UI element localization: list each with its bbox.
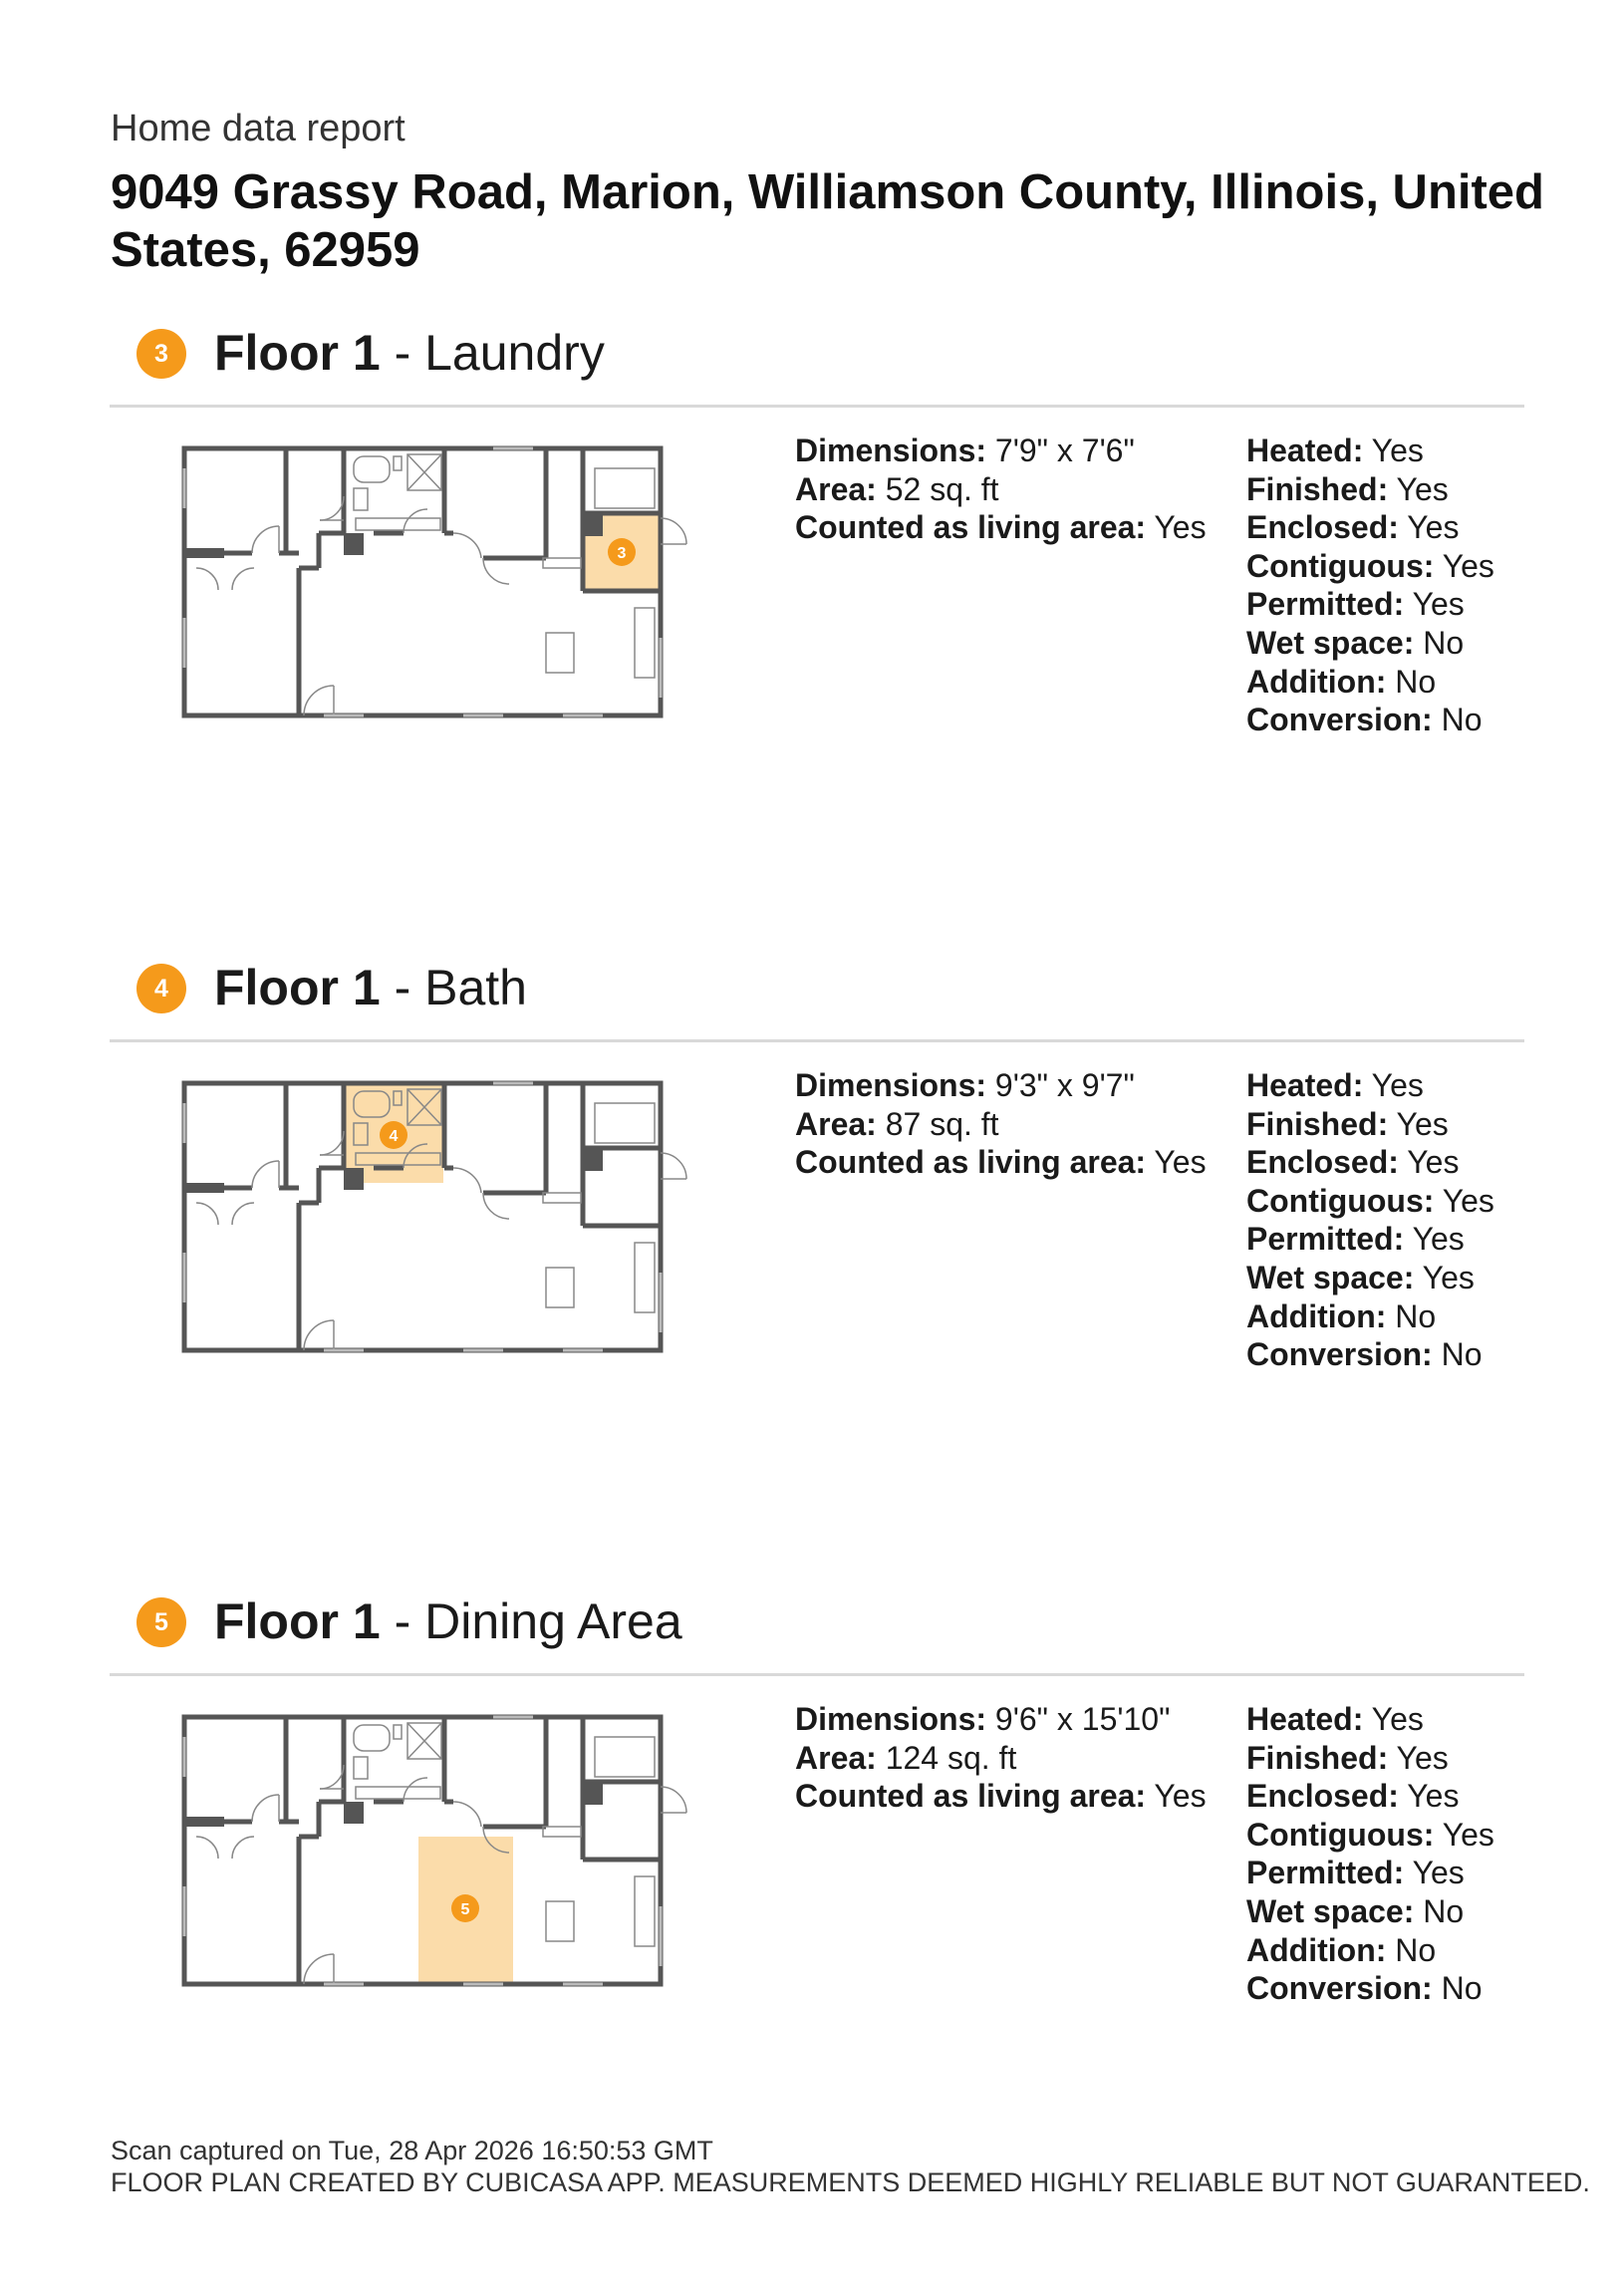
plan-marker-label: 5 — [460, 1901, 470, 1918]
living-area-row: Counted as living area: Yes — [795, 1144, 1207, 1181]
dimensions-row: Dimensions: 9'3" x 9'7" — [795, 1067, 1135, 1103]
heading-separator: - — [380, 960, 425, 1015]
room-section-dining-area — [0, 1593, 1623, 2215]
heading-separator: - — [380, 1593, 425, 1649]
room-number-badge: 3 — [136, 329, 186, 379]
room-details — [795, 1700, 1207, 1816]
finished-row: Finished: Yes — [1246, 1739, 1449, 1776]
enclosed-row: Enclosed: Yes — [1246, 1144, 1460, 1181]
room-attributes — [1246, 1066, 1494, 1374]
room-name: Laundry — [424, 325, 605, 381]
contiguous-row: Contiguous: Yes — [1246, 1182, 1494, 1219]
permitted-row: Permitted: Yes — [1246, 1855, 1465, 1891]
conversion-row: Conversion: No — [1246, 1336, 1483, 1373]
room-number-badge: 4 — [136, 964, 186, 1013]
area-row: Area: 124 sq. ft — [795, 1739, 1017, 1776]
section-divider — [110, 405, 1524, 408]
finished-row: Finished: Yes — [1246, 470, 1449, 507]
room-heading — [214, 1591, 682, 1651]
section-divider — [110, 1673, 1524, 1676]
conversion-row: Conversion: No — [1246, 1970, 1483, 2007]
section-divider — [110, 1039, 1524, 1042]
room-attributes — [1246, 431, 1494, 739]
dimensions-row: Dimensions: 9'6" x 15'10" — [795, 1701, 1171, 1737]
enclosed-row: Enclosed: Yes — [1246, 509, 1460, 546]
heated-row: Heated: Yes — [1246, 432, 1424, 468]
dimensions-row: Dimensions: 7'9" x 7'6" — [795, 432, 1135, 468]
room-heading — [214, 958, 527, 1017]
contiguous-row: Contiguous: Yes — [1246, 547, 1494, 584]
plan-marker-label: 3 — [617, 545, 627, 562]
room-name: Bath — [424, 960, 527, 1015]
room-number-badge: 5 — [136, 1597, 186, 1647]
room-details — [795, 431, 1207, 547]
plan-marker-label: 4 — [389, 1128, 399, 1145]
wet-space-row: Wet space: No — [1246, 624, 1465, 661]
floor-label: Floor 1 — [214, 325, 381, 381]
area-row: Area: 87 sq. ft — [795, 1105, 999, 1142]
disclaimer-text: FLOOR PLAN CREATED BY CUBICASA APP. MEASUREMENTS DEEMED HIGHLY RELIABLE BUT NOT GUARANTEED. — [111, 2167, 1590, 2197]
room-heading — [214, 323, 605, 383]
addition-row: Addition: No — [1246, 1297, 1437, 1334]
report-footer — [111, 2135, 1590, 2198]
property-address: 9049 Grassy Road, Marion, Williamson County, Illinois, United States, 62959 — [111, 165, 1544, 277]
area-row: Area: 52 sq. ft — [795, 470, 999, 507]
floor-plan — [164, 409, 722, 737]
room-details — [795, 1066, 1207, 1182]
floor-plan-drawing — [164, 1043, 722, 1372]
floor-plan — [164, 1043, 722, 1372]
finished-row: Finished: Yes — [1246, 1105, 1449, 1142]
permitted-row: Permitted: Yes — [1246, 586, 1465, 623]
contiguous-row: Contiguous: Yes — [1246, 1816, 1494, 1853]
living-area-row: Counted as living area: Yes — [795, 509, 1207, 546]
floor-plan — [164, 1677, 722, 2006]
room-name: Dining Area — [424, 1593, 682, 1649]
room-section-bath — [0, 960, 1623, 1581]
room-attributes — [1246, 1700, 1494, 2008]
addition-row: Addition: No — [1246, 1931, 1437, 1968]
living-area-row: Counted as living area: Yes — [795, 1778, 1207, 1815]
wet-space-row: Wet space: Yes — [1246, 1259, 1475, 1295]
heated-row: Heated: Yes — [1246, 1701, 1424, 1737]
permitted-row: Permitted: Yes — [1246, 1221, 1465, 1258]
room-section-laundry — [0, 325, 1623, 947]
conversion-row: Conversion: No — [1246, 702, 1483, 738]
floor-plan-drawing — [164, 1677, 722, 2006]
addition-row: Addition: No — [1246, 663, 1437, 700]
wet-space-row: Wet space: No — [1246, 1892, 1465, 1929]
heated-row: Heated: Yes — [1246, 1067, 1424, 1103]
floor-plan-drawing — [164, 409, 722, 737]
enclosed-row: Enclosed: Yes — [1246, 1778, 1460, 1815]
report-label: Home data report — [111, 108, 406, 149]
scan-captured-text: Scan captured on Tue, 28 Apr 2026 16:50:53 GMT — [111, 2136, 713, 2165]
heading-separator: - — [380, 325, 425, 381]
floor-label: Floor 1 — [214, 1593, 381, 1649]
floor-label: Floor 1 — [214, 960, 381, 1015]
